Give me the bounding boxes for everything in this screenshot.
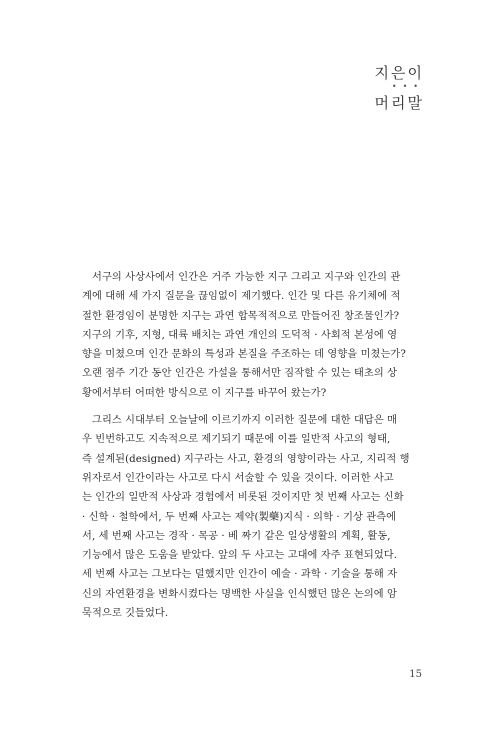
text-line: 오랜 점주 기간 동안 인간은 가설을 통해서만 짐작할 수 있는 태초의 상 (82, 368, 398, 380)
text-line: 세 번째 사고는 그보다는 덜했지만 인간이 예술 · 과학 · 기술을 통해 자 (82, 569, 398, 581)
text-line: 절한 환경임이 분명한 지구는 과연 합목적적으로 만들어진 창조물인가? (82, 310, 400, 322)
heading-emphasis-dots: ••• (391, 82, 424, 91)
text-line: 는 인간의 일반적 사상과 경험에서 비롯된 것이지만 첫 번째 사고는 신화 (82, 492, 404, 504)
text-line: 기능에서 많은 도움을 받았다. 앞의 두 사고는 고대에 자주 표현되었다. (82, 550, 398, 562)
paragraph (82, 411, 422, 623)
heading-preface-label: 머리말 (374, 94, 424, 112)
page-number: 15 (409, 669, 422, 680)
paragraph (82, 268, 422, 403)
text-line: 계에 대해 세 가지 질문을 끊임없이 제기했다. 인간 및 다른 유기체에 적 (82, 291, 401, 303)
text-line: 황에서부터 어떠한 방식으로 이 지구를 바꾸어 왔는가? (82, 387, 327, 399)
text-line: 서, 세 번째 사고는 경작 · 목공 · 베 짜기 같은 일상생활의 계획, 활동, (82, 530, 391, 542)
text-line: 묵적으로 깃들었다. (82, 608, 169, 620)
text-line: · 신학 · 철학에서, 두 번째 사고는 제약(製藥)지식 · 의학 · 기상 관측에 (82, 511, 397, 523)
text-line: 신의 자연환경을 변화시켰다는 명백한 사실을 인식했던 많은 논의에 암 (82, 588, 397, 600)
text-line: 위자로서 인간이라는 사고로 다시 서술할 수 있을 것이다. 이러한 사고 (82, 472, 394, 484)
text-line: 그리스 시대부터 오늘날에 이르기까지 이러한 질문에 대한 대답은 매 (92, 415, 398, 427)
body-text (82, 268, 422, 631)
chapter-heading (304, 64, 424, 112)
text-line: 즉 설계된(designed) 지구라는 사고, 환경의 영향이라는 사고, 지리적 행 (82, 453, 410, 465)
text-line: 향을 미쳤으며 인간 문화의 특성과 본질을 주조하는 데 영향을 미쳤는가? (82, 349, 406, 361)
text-line: 지구의 기후, 지형, 대륙 배치는 과연 개인의 도덕적 · 사회적 본성에 영 (82, 329, 398, 341)
text-line: 우 빈번하고도 지속적으로 제기되기 때문에 이를 일반적 사고의 형태, (82, 434, 391, 446)
heading-author-label: 지은이 (374, 64, 424, 82)
text-line: 서구의 사상사에서 인간은 거주 가능한 지구 그리고 지구와 인간의 관 (92, 272, 401, 283)
